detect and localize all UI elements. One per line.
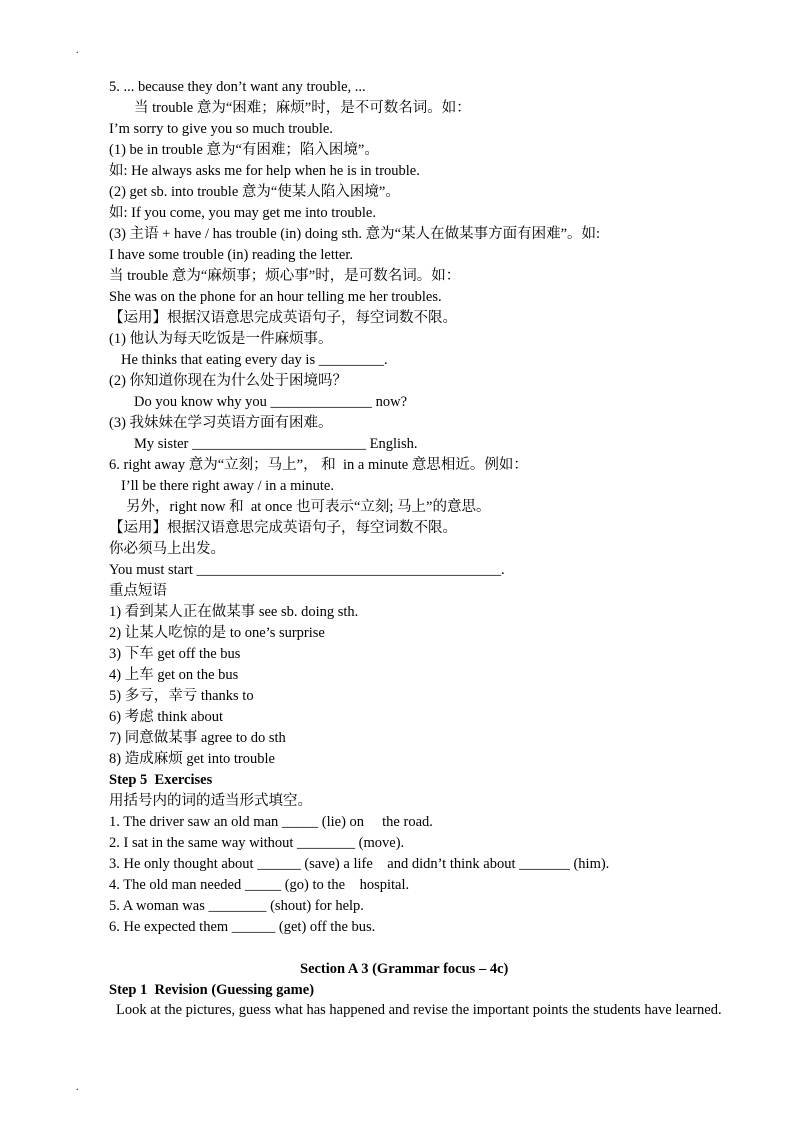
exercise-1: 1. The driver saw an old man _____ (lie) on the road. xyxy=(109,814,433,830)
line-26: 1) 看到某人正在做某事 see sb. doing sth. xyxy=(109,604,359,620)
step1-heading: Step 1 Revision (Guessing game) xyxy=(109,982,315,998)
line-08: (3) 主语 + have / has trouble (in) doing sth. 意为“某人在做某事方面有困难”。如: xyxy=(109,226,601,242)
line-32: 7) 同意做某事 agree to do sth xyxy=(109,730,286,746)
line-16: Do you know why you ______________ now? xyxy=(134,394,408,410)
step1-paragraph: Look at the pictures, guess what has happened and revise the important points the students have learned. xyxy=(116,1002,722,1018)
line-04: (1) be in trouble 意为“有困难；陷入困境”。 xyxy=(109,142,379,158)
line-05: 如: He always asks me for help when he is in trouble. xyxy=(109,163,420,179)
line-03: I’m sorry to give you so much trouble. xyxy=(109,121,333,137)
line-10: 当 trouble 意为“麻烦事；烦心事”时，是可数名词。如： xyxy=(109,268,461,284)
exercise-2: 2. I sat in the same way without ________ (move). xyxy=(109,835,405,851)
exercise-4: 4. The old man needed _____ (go) to the hospital. xyxy=(109,877,410,893)
line-01: 5. ... because they don’t want any trouble, ... xyxy=(109,79,366,95)
line-07: 如: If you come, you may get me into trouble. xyxy=(109,205,376,221)
exercise-6: 6. He expected them ______ (get) off the bus. xyxy=(109,919,376,935)
exercise-5: 5. A woman was ________ (shout) for help. xyxy=(109,898,364,914)
line-02: 当 trouble 意为“困难；麻烦”时，是不可数名词。如： xyxy=(134,100,471,116)
line-24: You must start __________________________________________. xyxy=(109,562,505,578)
line-19: 6. right away 意为“立刻；马上”， 和 in a minute 意思相近。例如： xyxy=(109,457,528,473)
step5-heading: Step 5 Exercises xyxy=(109,772,213,788)
line-20: I’ll be there right away / in a minute. xyxy=(121,478,334,494)
bottom-mark: . xyxy=(76,1082,79,1093)
line-33: 8) 造成麻烦 get into trouble xyxy=(109,751,275,767)
line-29: 4) 上车 get on the bus xyxy=(109,667,239,683)
line-06: (2) get sb. into trouble 意为“使某人陷入困境”。 xyxy=(109,184,400,200)
line-13: (1) 他认为每天吃饭是一件麻烦事。 xyxy=(109,331,333,347)
line-18: My sister ________________________ English. xyxy=(134,436,418,452)
line-35: 用括号内的词的适当形式填空。 xyxy=(109,793,312,809)
line-27: 2) 让某人吃惊的是 to one’s surprise xyxy=(109,625,325,641)
line-22: 【运用】根据汉语意思完成英语句子，每空词数不限。 xyxy=(109,520,457,536)
section-title: Section A 3 (Grammar focus – 4c) xyxy=(300,961,509,977)
line-17: (3) 我妹妹在学习英语方面有困难。 xyxy=(109,415,333,431)
line-23: 你必须马上出发。 xyxy=(109,541,225,557)
top-mark: . xyxy=(76,45,79,56)
line-25: 重点短语 xyxy=(109,583,167,599)
line-15: (2) 你知道你现在为什么处于困境吗？ xyxy=(109,373,348,389)
line-28: 3) 下车 get off the bus xyxy=(109,646,241,662)
line-31: 6) 考虑 think about xyxy=(109,709,223,725)
line-11: She was on the phone for an hour telling me her troubles. xyxy=(109,289,442,305)
line-14: He thinks that eating every day is _________. xyxy=(121,352,388,368)
line-30: 5) 多亏，幸亏 thanks to xyxy=(109,688,254,704)
line-09: I have some trouble (in) reading the letter. xyxy=(109,247,353,263)
exercise-3: 3. He only thought about ______ (save) a life and didn’t think about _______ (him). xyxy=(109,856,610,872)
line-21: 另外，right now 和 at once 也可表示“立刻; 马上”的意思。 xyxy=(126,499,491,515)
line-12: 【运用】根据汉语意思完成英语句子，每空词数不限。 xyxy=(109,310,457,326)
